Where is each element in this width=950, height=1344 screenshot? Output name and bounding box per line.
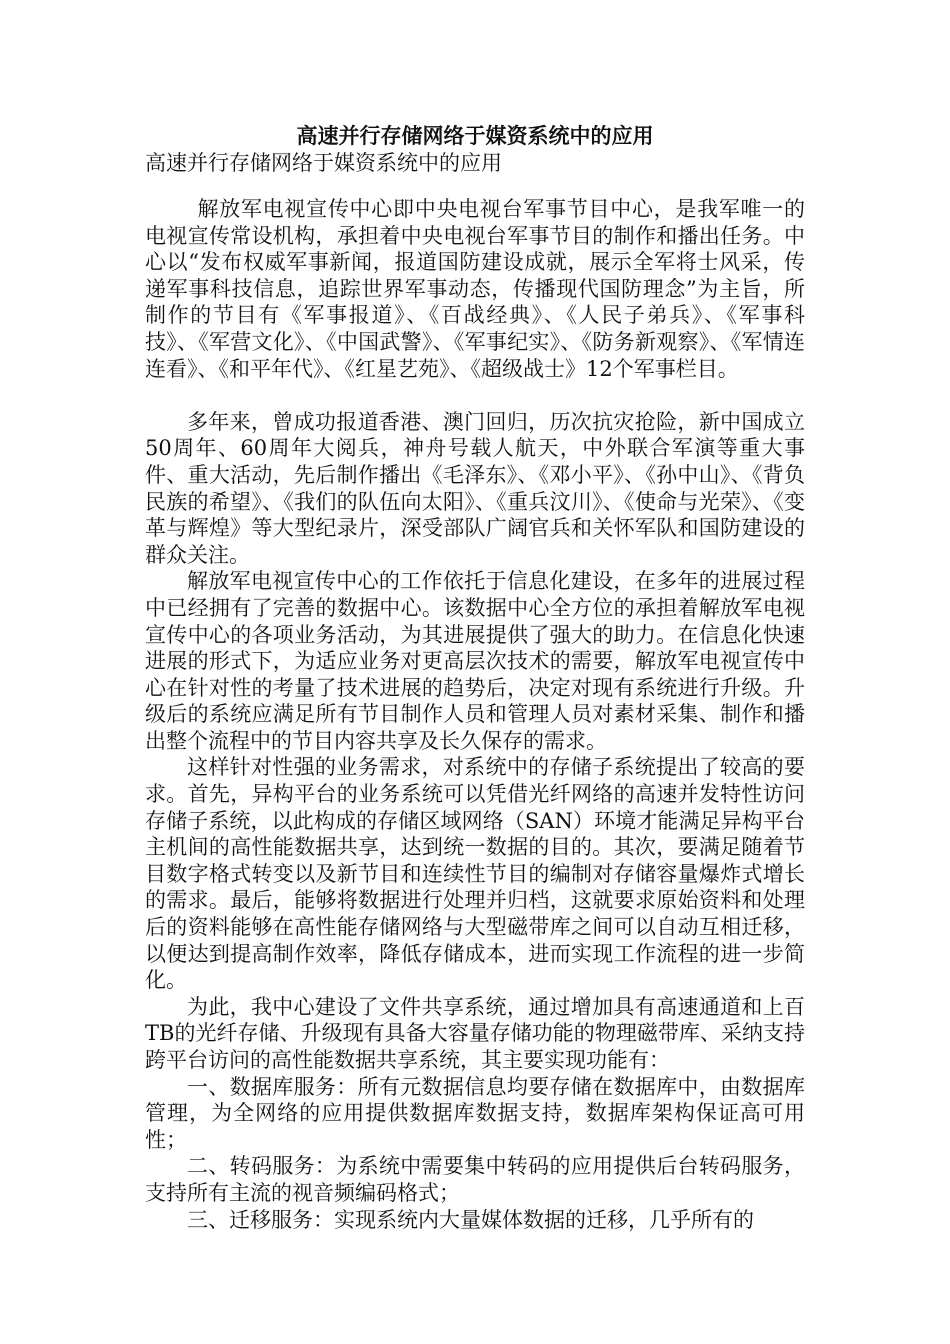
paragraph-history: 多年来，曾成功报道香港、澳门回归，历次抗灾抢险，新中国成立50周年、60周年大阅兵，神舟号载人航天，中外联合军演等重大事件、重大活动，先后制作播出《毛泽东》、《邓小平》、《孙中山》、《背负民族的希望》、《我们的队伍向太阳》、《重兵汶川》、《使命与光荣》、《变革与辉煌》等大型纪录片，深受部队广阔官兵和关怀军队和国防建设的群众关注。 xyxy=(145,409,805,567)
document-body xyxy=(145,196,805,1233)
paragraph-requirements: 这样针对性强的业务需求，对系统中的存储子系统提出了较高的要求。首先，异构平台的业务系统可以凭借光纤网络的高速并发特性访问存储子系统，以此构成的存储区域网络（SAN）环境才能满足异构平台主机间的高性能数据共享，达到统一数据的目的。其次，要满足随着节目数字格式转变以及新节目和连续性节目的编制对存储容量爆炸式增长的需求。最后，能够将数据进行处理并归档，这就要求原始资料和处理后的资料能够在高性能存储网络与大型磁带库之间可以自动互相迁移，以便达到提高制作效率，降低存储成本，进而实现工作流程的进一步简化。 xyxy=(145,755,805,993)
list-item-migration-service: 三、迁移服务：实现系统内大量媒体数据的迁移，几乎所有的 xyxy=(187,1207,754,1232)
paragraph-data-center: 解放军电视宣传中心的工作依托于信息化建设，在多年的进展过程中已经拥有了完善的数据中心。该数据中心全方位的承担着解放军电视宣传中心的各项业务活动，为其进展提供了强大的助力。在信息化快速进展的形式下，为适应业务对更高层次技术的需要，解放军电视宣传中心在针对性的考量了技术进展的趋势后，决定对现有系统进行升级。升级后的系统应满足所有节目制作人员和管理人员对素材采集、制作和播出整个流程中的节目内容共享及长久保存的需求。 xyxy=(145,569,805,753)
document-title: 高速并行存储网络于媒资系统中的应用 xyxy=(296,123,654,148)
list-item-transcode-service: 二、转码服务：为系统中需要集中转码的应用提供后台转码服务，支持所有主流的视音频编码格式； xyxy=(145,1154,805,1205)
paragraph-solution: 为此，我中心建设了文件共享系统，通过增加具有高速通道和上百TB的光纤存储、升级现有具备大容量存储功能的物理磁带库、采纳支持跨平台访问的高性能数据共享系统，其主要实现功能有： xyxy=(145,994,805,1072)
document-subtitle: 高速并行存储网络于媒资系统中的应用 xyxy=(145,151,502,175)
list-item-database-service: 一、数据库服务：所有元数据信息均要存储在数据库中，由数据库管理，为全网络的应用提供数据库数据支持，数据库架构保证高可用性； xyxy=(145,1074,805,1152)
paragraph-intro: 解放军电视宣传中心即中央电视台军事节目中心，是我军唯一的电视宣传常设机构，承担着中央电视台军事节目的制作和播出任务。中心以“发布权威军事新闻，报道国防建设成就，展示全军将士风采，传递军事科技信息，追踪世界军事动态，传播现代国防理念”为主旨，所制作的节目有《军事报道》、《百战经典》、《人民子弟兵》、《军事科技》、《军营文化》、《中国武警》、《军事纪实》、《防务新观察》、《军情连连看》、《和平年代》、《红星艺苑》、《超级战士》12个军事栏目。 xyxy=(145,197,805,381)
